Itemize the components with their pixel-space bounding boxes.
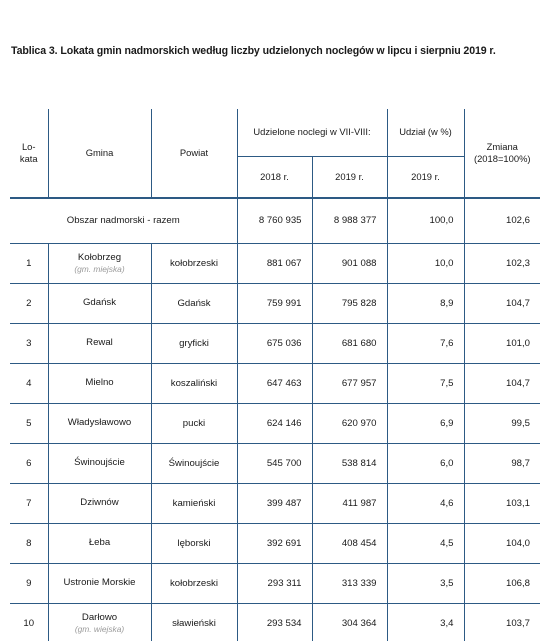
nights-2019-cell: 411 987 — [312, 483, 387, 523]
total-label: Obszar nadmorski - razem — [10, 198, 237, 243]
change-cell: 103,1 — [464, 483, 540, 523]
header-udzial: Udział (w %) — [387, 109, 464, 156]
nights-2018-cell: 647 463 — [237, 363, 312, 403]
nights-2018-cell: 399 487 — [237, 483, 312, 523]
powiat-cell: gryficki — [151, 323, 237, 363]
powiat-cell: sławieński — [151, 603, 237, 641]
powiat-cell: kołobrzeski — [151, 243, 237, 283]
change-cell: 98,7 — [464, 443, 540, 483]
nights-2019-cell: 677 957 — [312, 363, 387, 403]
share-cell: 3,4 — [387, 603, 464, 641]
nights-2018-cell: 293 534 — [237, 603, 312, 641]
powiat-cell: Gdańsk — [151, 283, 237, 323]
header-noclegi: Udzielone noclegi w VII-VIII: — [237, 109, 387, 156]
gmina-name: Ustronie Morskie — [63, 577, 136, 588]
share-cell: 6,0 — [387, 443, 464, 483]
gmina-type-note: (gm. miejska) — [74, 263, 125, 274]
nights-2019-cell: 681 680 — [312, 323, 387, 363]
gmina-cell — [48, 283, 151, 323]
total-2018: 8 760 935 — [237, 198, 312, 243]
nights-2018-cell: 545 700 — [237, 443, 312, 483]
gmina-cell — [48, 603, 151, 641]
header-2019: 2019 r. — [312, 156, 387, 198]
gmina-cell — [48, 323, 151, 363]
powiat-cell: Świnoujście — [151, 443, 237, 483]
nights-2018-cell: 392 691 — [237, 523, 312, 563]
gmina-cell — [48, 523, 151, 563]
header-gmina: Gmina — [48, 109, 151, 198]
rank-cell: 3 — [10, 323, 48, 363]
share-cell: 7,6 — [387, 323, 464, 363]
total-share: 100,0 — [387, 198, 464, 243]
powiat-cell: koszaliński — [151, 363, 237, 403]
share-cell: 10,0 — [387, 243, 464, 283]
total-row — [10, 198, 540, 243]
nights-2019-cell: 538 814 — [312, 443, 387, 483]
gmina-cell — [48, 363, 151, 403]
rank-cell: 6 — [10, 443, 48, 483]
nights-2019-cell: 795 828 — [312, 283, 387, 323]
share-cell: 3,5 — [387, 563, 464, 603]
rank-cell: 1 — [10, 243, 48, 283]
gmina-cell — [48, 403, 151, 443]
nights-2019-cell: 408 454 — [312, 523, 387, 563]
change-cell: 104,7 — [464, 283, 540, 323]
rank-cell: 8 — [10, 523, 48, 563]
change-cell: 106,8 — [464, 563, 540, 603]
change-cell: 103,7 — [464, 603, 540, 641]
rank-cell: 4 — [10, 363, 48, 403]
table-row — [10, 323, 540, 363]
change-cell: 104,0 — [464, 523, 540, 563]
powiat-cell: pucki — [151, 403, 237, 443]
gmina-name: Dziwnów — [80, 497, 119, 508]
gmina-name: Łeba — [88, 537, 111, 548]
share-cell: 6,9 — [387, 403, 464, 443]
gmina-cell — [48, 243, 151, 283]
table-row — [10, 523, 540, 563]
share-cell: 8,9 — [387, 283, 464, 323]
data-table — [10, 109, 540, 641]
powiat-cell: kołobrzeski — [151, 563, 237, 603]
header-row-1 — [10, 109, 540, 156]
change-cell: 101,0 — [464, 323, 540, 363]
gmina-name: Darłowo — [81, 611, 118, 623]
rank-cell: 5 — [10, 403, 48, 443]
change-cell: 102,3 — [464, 243, 540, 283]
change-cell: 104,7 — [464, 363, 540, 403]
share-cell: 4,5 — [387, 523, 464, 563]
rank-cell: 7 — [10, 483, 48, 523]
gmina-name: Kołobrzeg — [77, 251, 122, 263]
header-udzial-2019: 2019 r. — [387, 156, 464, 198]
nights-2018-cell: 293 311 — [237, 563, 312, 603]
gmina-cell — [48, 443, 151, 483]
nights-2019-cell: 313 339 — [312, 563, 387, 603]
table-row — [10, 483, 540, 523]
powiat-cell: lęborski — [151, 523, 237, 563]
nights-2018-cell: 624 146 — [237, 403, 312, 443]
nights-2019-cell: 901 088 — [312, 243, 387, 283]
table-row — [10, 563, 540, 603]
rank-cell: 2 — [10, 283, 48, 323]
gmina-name: Gdańsk — [82, 297, 117, 308]
total-change: 102,6 — [464, 198, 540, 243]
change-cell: 99,5 — [464, 403, 540, 443]
share-cell: 7,5 — [387, 363, 464, 403]
gmina-cell — [48, 483, 151, 523]
gmina-cell — [48, 563, 151, 603]
table-title: Tablica 3. Lokata gmin nadmorskich według liczby udzielonych noclegów w lipcu i sierpniu 2019 r. — [11, 45, 496, 57]
nights-2019-cell: 620 970 — [312, 403, 387, 443]
table-row — [10, 603, 540, 641]
powiat-cell: kamieński — [151, 483, 237, 523]
share-cell: 4,6 — [387, 483, 464, 523]
header-powiat: Powiat — [151, 109, 237, 198]
rank-cell: 9 — [10, 563, 48, 603]
header-lokata: Lo- kata — [10, 109, 48, 198]
rank-cell: 10 — [10, 603, 48, 641]
header-zmiana: Zmiana (2018=100%) — [464, 109, 540, 198]
gmina-type-note: (gm. wiejska) — [74, 623, 125, 634]
gmina-name: Mielno — [85, 377, 114, 388]
gmina-name: Rewal — [86, 337, 113, 348]
nights-2019-cell: 304 364 — [312, 603, 387, 641]
gmina-name: Władysławowo — [67, 417, 132, 428]
table-row — [10, 403, 540, 443]
table-row — [10, 283, 540, 323]
nights-2018-cell: 759 991 — [237, 283, 312, 323]
nights-2018-cell: 675 036 — [237, 323, 312, 363]
table-row — [10, 363, 540, 403]
table-row — [10, 443, 540, 483]
gmina-name: Świnoujście — [74, 457, 125, 468]
nights-2018-cell: 881 067 — [237, 243, 312, 283]
total-2019: 8 988 377 — [312, 198, 387, 243]
header-2018: 2018 r. — [237, 156, 312, 198]
table-row — [10, 243, 540, 283]
